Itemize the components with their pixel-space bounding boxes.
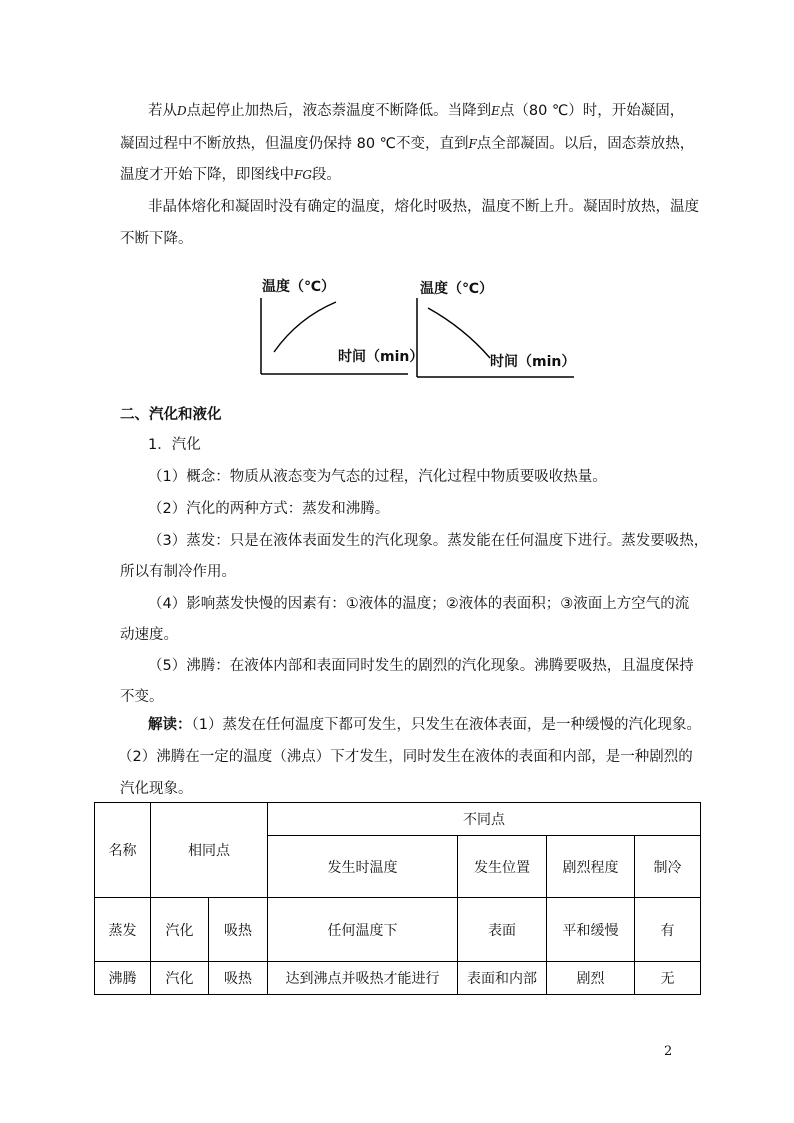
comparison-table	[94, 802, 701, 995]
header-cooling: 制冷	[635, 836, 701, 898]
note-text: （1）蒸发在任何温度下都可发生，只发生在液体表面，是一种缓慢的汽化现象。	[191, 717, 701, 733]
cell-cooling: 有	[635, 898, 701, 962]
header-name: 名称	[95, 803, 151, 898]
cell-degree: 剧烈	[547, 962, 635, 995]
text: 段。	[311, 167, 341, 183]
para1-line1	[148, 101, 684, 121]
para1-line3	[120, 165, 341, 185]
text: 点全部凝固。以后，固态萘放热，	[476, 136, 695, 152]
cell-same-2: 吸热	[209, 898, 268, 962]
item-evaporation-1: （3）蒸发：只是在液体表面发生的汽化现象。蒸发能在任何温度下进行。蒸发要吸热，	[148, 533, 709, 549]
text: 凝固过程中不断放热，但温度仍保持 80 ℃不变，直到	[120, 136, 469, 152]
para2-line1: 非晶体熔化和凝固时没有确定的温度，熔化时吸热，温度不断上升。凝固时放热，温度	[148, 199, 699, 215]
cell-degree: 平和缓慢	[547, 898, 635, 962]
item-concept: （1）概念：物质从液态变为气态的过程，汽化过程中物质要吸收热量。	[148, 469, 607, 485]
y-axis-label: 温度（℃）	[262, 279, 335, 295]
note-line3: 汽化现象。	[120, 781, 193, 797]
point-d: D	[177, 104, 187, 118]
point-f: F	[468, 137, 477, 151]
note-line1	[148, 715, 701, 735]
item-boiling-2: 不变。	[120, 689, 164, 705]
para1-line2	[120, 134, 694, 154]
item-boiling-1: （5）沸腾：在液体内部和表面同时发生的剧烈的汽化现象。沸腾要吸热，且温度保持	[148, 658, 694, 674]
segment-fg: FG	[294, 168, 312, 182]
header-position: 发生位置	[458, 836, 547, 898]
header-diff: 不同点	[268, 803, 701, 836]
cell-temp: 达到沸点并吸热才能进行	[268, 962, 458, 995]
section-title: 二、汽化和液化	[120, 407, 222, 423]
item-factors-1: （4）影响蒸发快慢的因素有：①液体的温度；②液体的表面积；③液面上方空气的流	[148, 596, 690, 612]
text: 点（80 ℃）时，开始凝固，	[499, 103, 685, 119]
x-axis-label: 时间（min）	[490, 354, 576, 370]
point-e: E	[491, 104, 500, 118]
cell-name: 蒸发	[95, 898, 151, 962]
text: 点起停止加热后，液态萘温度不断降低。当降到	[186, 103, 492, 119]
rising-curve	[274, 302, 336, 352]
note-line2: （2）沸腾在一定的温度（沸点）下才发生，同时发生在液体的表面和内部，是一种剧烈的	[118, 749, 693, 765]
header-temp: 发生时温度	[268, 836, 458, 898]
graph-cooling	[414, 278, 580, 383]
cell-position: 表面和内部	[458, 962, 547, 995]
table-header-row	[95, 803, 701, 836]
cell-name: 沸腾	[95, 962, 151, 995]
x-axis-label: 时间（min）	[338, 349, 424, 365]
cell-same-1: 汽化	[151, 962, 209, 995]
item-factors-2: 动速度。	[120, 627, 178, 643]
text: 温度才开始下降，即图线中	[120, 167, 294, 183]
item-two-ways: （2）汽化的两种方式：蒸发和沸腾。	[148, 501, 390, 517]
cell-cooling: 无	[635, 962, 701, 995]
para2-line2: 不断下降。	[120, 231, 193, 247]
cell-same-2: 吸热	[209, 962, 268, 995]
table-row	[95, 898, 701, 962]
subsection-title: 1．汽化	[148, 437, 201, 453]
graph-heating	[258, 276, 424, 381]
falling-curve	[428, 308, 490, 358]
note-label: 解读：	[148, 717, 192, 733]
y-axis-label: 温度（℃）	[420, 281, 493, 297]
cell-position: 表面	[458, 898, 547, 962]
page-number: 2	[664, 1044, 673, 1059]
cell-same-1: 汽化	[151, 898, 209, 962]
cell-temp: 任何温度下	[268, 898, 458, 962]
table-row	[95, 962, 701, 995]
item-evaporation-2: 所以有制冷作用。	[120, 564, 236, 580]
header-degree: 剧烈程度	[547, 836, 635, 898]
text: 若从	[148, 103, 177, 119]
header-same: 相同点	[151, 803, 268, 898]
